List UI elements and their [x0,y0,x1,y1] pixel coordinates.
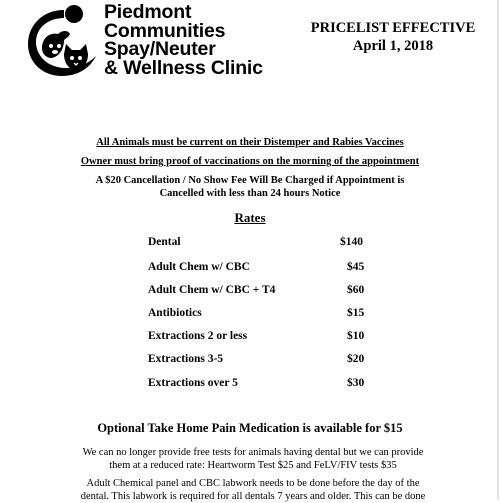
rate-price: $10 [347,330,365,342]
labwork-paragraph [60,477,446,503]
cancellation-notice-line: A $20 Cancellation / No Show Fee Will Be Charged if Appointment is [95,175,405,186]
rate-name: Antibiotics [148,307,202,319]
paragraph-line: them at a reduced rate: Heartworm Test $25 and FeLV/FIV tests $35 [109,460,397,471]
rate-row [0,307,500,323]
rate-price: $60 [347,284,365,296]
rate-price: $15 [347,307,365,319]
rate-row [0,284,500,300]
clinic-name-line: Piedmont [104,1,192,23]
rate-name: Extractions over 5 [148,377,238,389]
rates-title: Rates [234,210,266,225]
proof-requirement: Owner must bring proof of vaccinations on the morning of the appointment [80,156,420,167]
pricelist-heading [300,19,486,55]
rate-row [0,236,500,252]
clinic-name-line: & Wellness Clinic [104,56,263,79]
rate-row [0,330,500,346]
rate-row [0,377,500,393]
vaccine-requirement: All Animals must be current on their Distemper and Rabies Vaccines [96,137,404,148]
clinic-name [104,3,263,77]
rate-name: Dental [148,236,181,248]
rate-price: $140 [340,236,363,248]
rate-price: $30 [347,377,365,389]
clinic-name-line: Communities [104,19,226,42]
paragraph-line: We can no longer provide free tests for animals having dental but we can provide [82,447,424,458]
pricelist-title: PRICELIST EFFECTIVE [310,20,476,36]
pricelist-date: April 1, 2018 [352,38,434,54]
rate-row [0,353,500,369]
rate-name: Extractions 2 or less [148,330,248,342]
paragraph-line: dental. This labwork is required for all dentals 7 years and older. This can be done [80,491,426,502]
rate-name: Adult Chem w/ CBC [148,261,250,273]
testing-paragraph [60,446,446,472]
rate-name: Extractions 3-5 [148,353,224,365]
pain-medication-note: Optional Take Home Pain Medication is available for $15 [97,421,403,435]
rate-name: Adult Chem w/ CBC + T4 [148,284,276,296]
cancellation-notice-line: Cancelled with less than 24 hours Notice [159,188,341,199]
rate-price: $20 [347,353,365,365]
paragraph-line: Adult Chemical panel and CBC labwork needs to be done before the day of the [86,478,420,489]
rate-row [0,261,500,277]
rate-price: $45 [347,261,365,273]
clinic-logo-icon [24,4,104,80]
clinic-name-line: Spay/Neuter [104,38,216,60]
